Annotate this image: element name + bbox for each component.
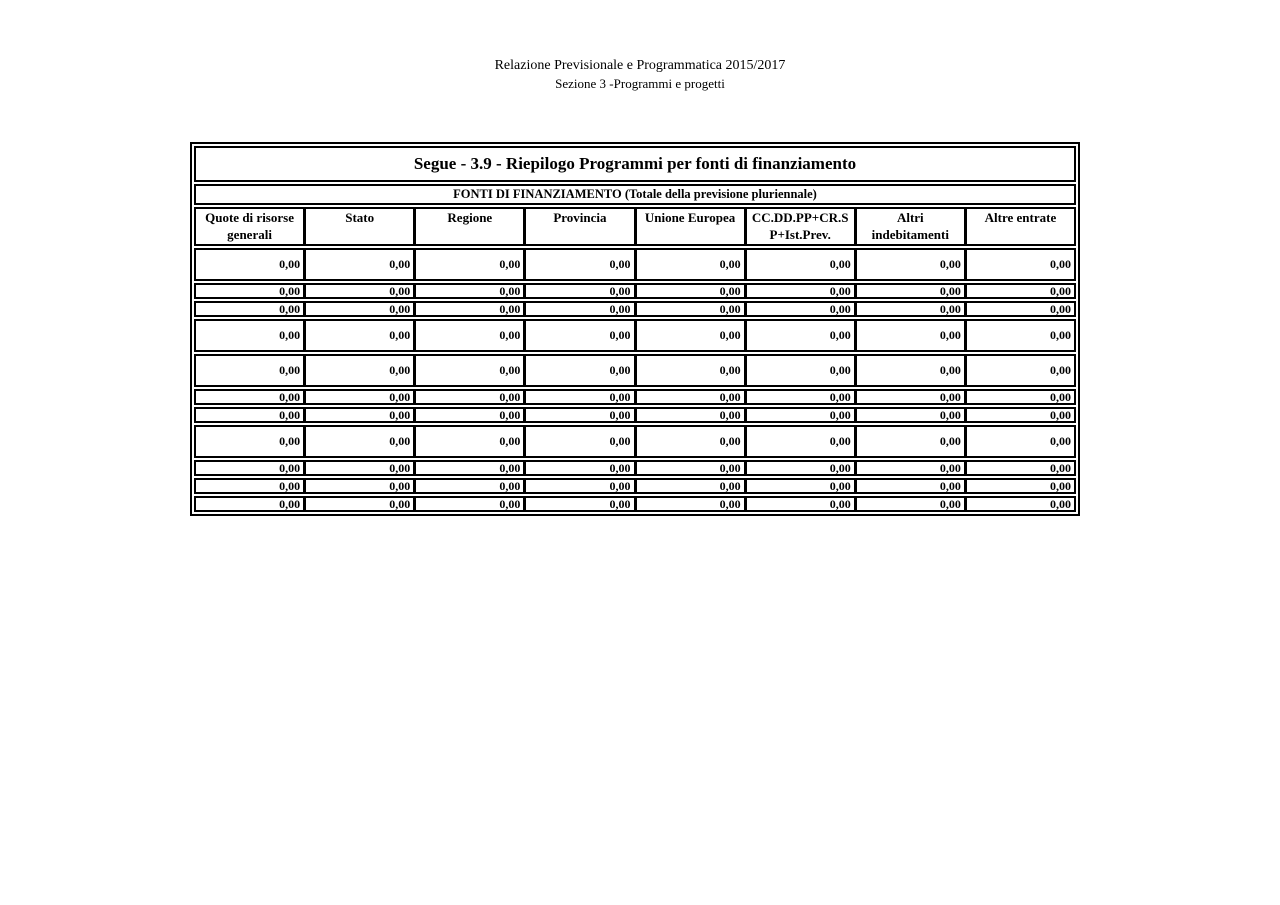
value-cell: 0,00 — [526, 498, 636, 510]
value-cell: 0,00 — [637, 409, 747, 421]
value-cell: 0,00 — [416, 285, 526, 297]
value-cell: 0,00 — [637, 480, 747, 492]
value-cell: 0,00 — [416, 391, 526, 403]
value-cell: 0,00 — [196, 356, 306, 385]
value-cell: 0,00 — [526, 427, 636, 456]
value-cell: 0,00 — [857, 321, 967, 350]
value-cell: 0,00 — [526, 480, 636, 492]
value-cell: 0,00 — [416, 356, 526, 385]
value-cell: 0,00 — [857, 462, 967, 474]
column-header-8: Altre entrate — [965, 207, 1076, 246]
value-cell: 0,00 — [1050, 302, 1071, 315]
column-header-3: Regione — [414, 207, 525, 246]
table-row — [194, 478, 1076, 494]
value-cell: 0,00 — [416, 480, 526, 492]
value-cell: 0,00 — [416, 498, 526, 510]
column-header-4: Provincia — [524, 207, 635, 246]
value-cell: 0,00 — [637, 321, 747, 350]
table-row — [194, 389, 1076, 405]
report-table — [190, 142, 1080, 516]
value-cell: 0,00 — [637, 391, 747, 403]
value-cell: 0,00 — [196, 427, 306, 456]
table-row — [194, 407, 1076, 423]
value-cell: 0,00 — [526, 285, 636, 297]
value-cell: 0,00 — [306, 391, 416, 403]
value-cell: 0,00 — [416, 462, 526, 474]
value-cell: 0,00 — [526, 321, 636, 350]
table-title: Segue - 3.9 - Riepilogo Programmi per fonti di finanziamento — [194, 146, 1076, 182]
value-cell: 0,00 — [857, 285, 967, 297]
value-cell: 0,00 — [1050, 461, 1071, 474]
value-cell: 0,00 — [526, 409, 636, 421]
value-cell: 0,00 — [196, 480, 306, 492]
table-row — [194, 319, 1076, 352]
value-cell: 0,00 — [526, 462, 636, 474]
value-cell: 0,00 — [1050, 390, 1071, 403]
value-cell: 0,00 — [747, 462, 857, 474]
value-cell: 0,00 — [306, 321, 416, 350]
table-row — [194, 354, 1076, 387]
value-cell: 0,00 — [747, 285, 857, 297]
value-cell: 0,00 — [196, 303, 306, 315]
value-cell: 0,00 — [196, 285, 306, 297]
value-cell: 0,00 — [857, 427, 967, 456]
column-header-2: Stato — [304, 207, 415, 246]
value-cell: 0,00 — [306, 462, 416, 474]
value-cell: 0,00 — [196, 391, 306, 403]
value-cell: 0,00 — [1050, 257, 1071, 272]
value-cell: 0,00 — [857, 498, 967, 510]
value-cell: 0,00 — [526, 303, 636, 315]
value-cell: 0,00 — [747, 498, 857, 510]
value-cell: 0,00 — [747, 321, 857, 350]
value-cell: 0,00 — [196, 321, 306, 350]
value-cell: 0,00 — [196, 409, 306, 421]
value-cell: 0,00 — [637, 250, 747, 279]
value-cell: 0,00 — [196, 498, 306, 510]
doc-header-line-2: Sezione 3 -Programmi e progetti — [555, 76, 725, 91]
value-cell: 0,00 — [637, 462, 747, 474]
table-row — [194, 283, 1076, 299]
column-header-row — [194, 207, 1076, 246]
value-cell: 0,00 — [526, 391, 636, 403]
column-header-6: CC.DD.PP+CR.S P+Ist.Prev. — [745, 207, 856, 246]
value-cell: 0,00 — [306, 427, 416, 456]
value-cell: 0,00 — [526, 356, 636, 385]
value-cell: 0,00 — [747, 356, 857, 385]
value-cell: 0,00 — [747, 250, 857, 279]
value-cell: 0,00 — [857, 391, 967, 403]
value-cell: 0,00 — [637, 356, 747, 385]
document-header — [0, 56, 1280, 93]
value-cell: 0,00 — [306, 285, 416, 297]
value-cell: 0,00 — [306, 498, 416, 510]
value-cell: 0,00 — [747, 391, 857, 403]
value-cell: 0,00 — [857, 250, 967, 279]
value-cell: 0,00 — [416, 250, 526, 279]
column-header-1: Quote di risorse generali — [194, 207, 305, 246]
value-cell: 0,00 — [416, 427, 526, 456]
value-cell: 0,00 — [306, 250, 416, 279]
value-cell: 0,00 — [747, 427, 857, 456]
value-cell: 0,00 — [196, 462, 306, 474]
value-cell: 0,00 — [196, 250, 306, 279]
value-cell: 0,00 — [416, 409, 526, 421]
value-cell: 0,00 — [857, 409, 967, 421]
value-cell: 0,00 — [637, 498, 747, 510]
value-cell: 0,00 — [637, 427, 747, 456]
doc-header-line-1: Relazione Previsionale e Programmatica 2015/2017 — [494, 58, 786, 73]
value-cell: 0,00 — [1050, 284, 1071, 297]
value-cell: 0,00 — [306, 356, 416, 385]
value-cell: 0,00 — [1050, 497, 1071, 510]
value-cell: 0,00 — [416, 321, 526, 350]
table-row — [194, 248, 1076, 281]
value-cell: 0,00 — [637, 285, 747, 297]
value-cell: 0,00 — [747, 480, 857, 492]
value-cell: 0,00 — [1050, 328, 1071, 343]
value-cell: 0,00 — [306, 303, 416, 315]
value-cell: 0,00 — [1050, 363, 1071, 378]
table-row — [194, 301, 1076, 317]
table-row — [194, 460, 1076, 476]
value-cell: 0,00 — [416, 303, 526, 315]
value-cell: 0,00 — [857, 303, 967, 315]
table-subtitle: FONTI DI FINANZIAMENTO (Totale della previsione pluriennale) — [194, 184, 1076, 205]
value-cell: 0,00 — [857, 356, 967, 385]
value-cell: 0,00 — [1050, 434, 1071, 449]
table-body — [194, 248, 1076, 512]
column-header-7: Altri indebitamenti — [855, 207, 966, 246]
value-cell: 0,00 — [857, 480, 967, 492]
value-cell: 0,00 — [526, 250, 636, 279]
value-cell: 0,00 — [747, 409, 857, 421]
table-row — [194, 496, 1076, 512]
value-cell: 0,00 — [1050, 479, 1071, 492]
value-cell: 0,00 — [1050, 408, 1071, 421]
table-row — [194, 425, 1076, 458]
column-header-5: Unione Europea — [635, 207, 746, 246]
value-cell: 0,00 — [747, 303, 857, 315]
value-cell: 0,00 — [306, 409, 416, 421]
value-cell: 0,00 — [306, 480, 416, 492]
value-cell: 0,00 — [637, 303, 747, 315]
